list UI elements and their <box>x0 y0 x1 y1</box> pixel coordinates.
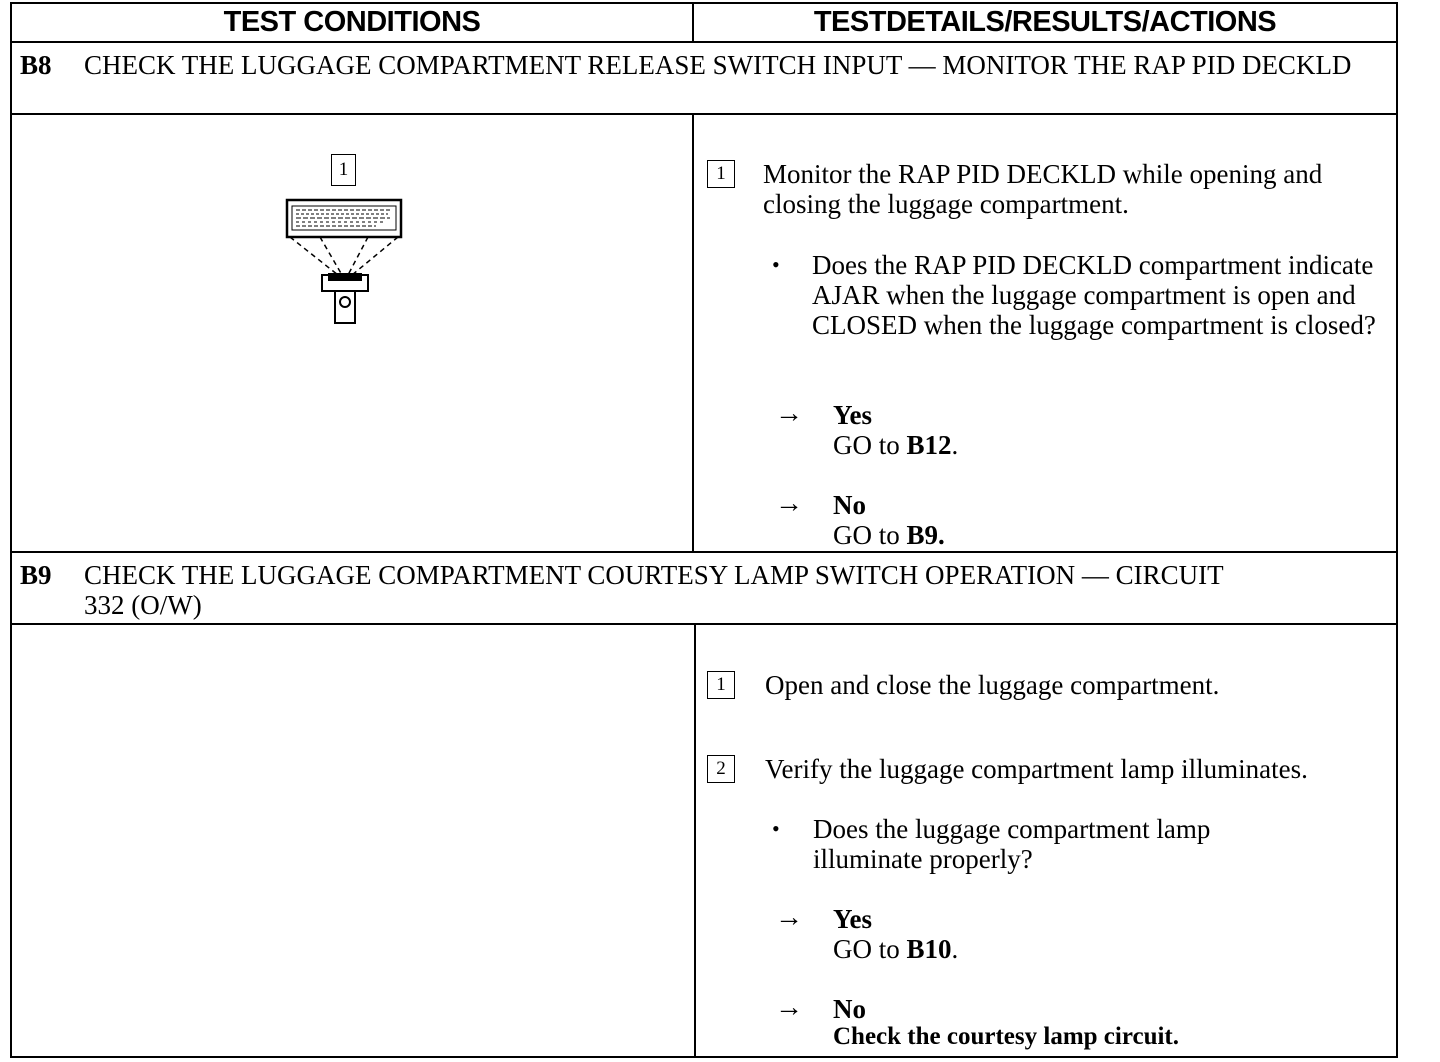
b8-figure-callout: 1 <box>331 154 356 186</box>
b8-no-arrow: → <box>775 488 803 519</box>
b9-step1-text: Open and close the luggage compartment. <box>765 670 1220 700</box>
header-bottom-border <box>10 41 1398 43</box>
table-right-border <box>1396 2 1398 1058</box>
b8-step-title: CHECK THE LUGGAGE COMPARTMENT RELEASE SWITCH INPUT — MONITOR THE RAP PID DECKLD <box>84 50 1352 80</box>
b8-question: Does the RAP PID DECKLD compartment indicate AJAR when the luggage compartment is open and CLOSED when the luggage compartment is closed? <box>812 250 1376 340</box>
header-test-conditions: TEST CONDITIONS <box>223 6 481 38</box>
b9-step-id: B9 <box>20 560 52 590</box>
b8-step1-number: 1 <box>707 160 735 188</box>
b8-step-id: B8 <box>20 50 52 80</box>
b9-question: Does the luggage compartment lamp illuminate properly? <box>813 814 1211 874</box>
b9-no-label: No <box>833 994 866 1024</box>
b8-column-divider <box>692 113 694 553</box>
b9-yes-go: GO to <box>833 934 900 964</box>
b8-title-row <box>0 50 1440 110</box>
table-left-border <box>10 2 12 1058</box>
b8-yes-period: . <box>951 430 959 460</box>
b9-yes-arrow: → <box>775 902 803 933</box>
b8-body-bottom-border <box>10 551 1398 553</box>
b8-no-action <box>833 520 945 550</box>
b8-yes-go: GO to <box>833 430 900 460</box>
b8-yes-arrow: → <box>775 398 803 429</box>
b8-no-target: B9 <box>906 520 939 550</box>
b9-yes-label: Yes <box>833 904 872 934</box>
b9-title-bottom-border <box>10 623 1398 625</box>
b8-bullet: • <box>772 252 780 277</box>
table-bottom-border <box>10 1056 1398 1058</box>
b9-step-title: CHECK THE LUGGAGE COMPARTMENT COURTESY LAMP SWITCH OPERATION — CIRCUIT 332 (O/W) <box>84 560 1224 620</box>
b8-title-bottom-border <box>10 113 1398 115</box>
scan-tool-diagram-icon <box>280 195 410 330</box>
header-test-details: TESTDETAILS/RESULTS/ACTIONS <box>813 6 1277 38</box>
b8-step1-text: Monitor the RAP PID DECKLD while opening and closing the luggage compartment. <box>763 159 1323 219</box>
b8-yes-target: B12 <box>906 430 952 460</box>
b9-yes-period: . <box>951 934 959 964</box>
b8-no-label: No <box>833 490 866 520</box>
b8-no-go: GO to <box>833 520 900 550</box>
b9-bullet: • <box>772 816 780 841</box>
b9-yes-target: B10 <box>906 934 952 964</box>
b9-no-arrow: → <box>775 992 803 1023</box>
b9-step2-number: 2 <box>707 755 735 783</box>
b9-no-action: Check the courtesy lamp circuit. <box>833 1023 1180 1050</box>
b8-yes-label: Yes <box>833 400 872 430</box>
b9-step2-text: Verify the luggage compartment lamp illuminates. <box>765 754 1308 784</box>
b9-title-row <box>0 560 1440 620</box>
b9-yes-action <box>833 934 958 964</box>
b8-no-period: . <box>938 520 945 550</box>
b8-yes-action <box>833 430 958 460</box>
b9-step1-number: 1 <box>707 671 735 699</box>
b9-column-divider <box>694 623 696 1058</box>
